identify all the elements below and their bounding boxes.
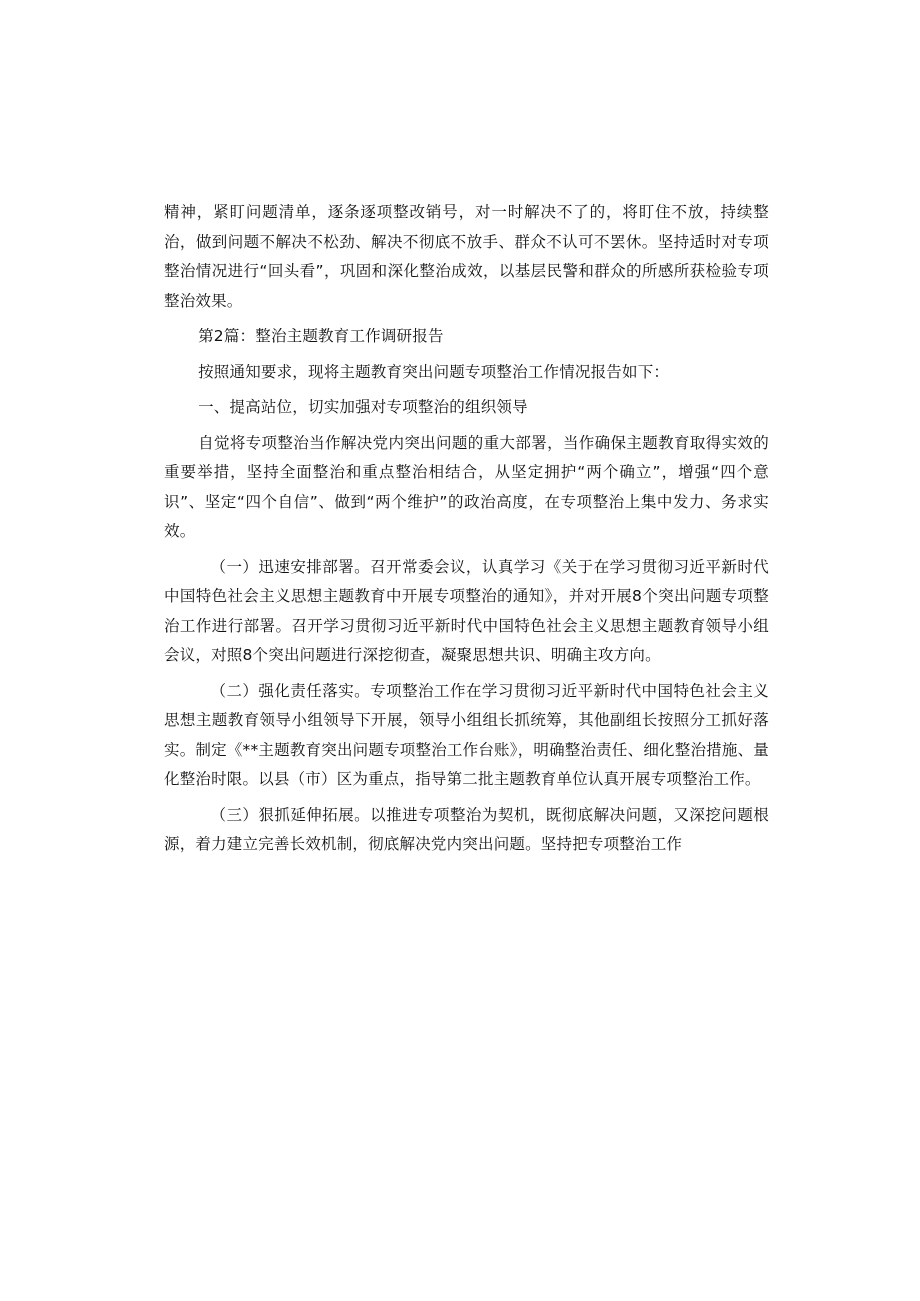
paragraph-item-1: （一）迅速安排部署。召开常委会议，认真学习《关于在学习贯彻习近平新时代中国特色社会主义思想主题教育中开展专项整治的通知》，并对开展8个突出问题专项整治工作进行部署。召开学习贯彻习近平新时代中国特色社会主义思想主题教育领导小组会议，对照8个突出问题进行深挖彻查，凝聚思想共识、明确主攻方向。 (164, 557, 769, 664)
section-title: 第2篇：整治主题教育工作调研报告 (198, 327, 444, 345)
paragraph-item-3: （三）狠抓延伸拓展。以推进专项整治为契机，既彻底解决问题，又深挖问题根源，着力建立完善长效机制，彻底解决党内突出问题。坚持把专项整治工作 (164, 805, 769, 853)
heading-level-1: 一、提高站位，切实加强对专项整治的组织领导 (198, 398, 528, 416)
paragraph-item-2: （二）强化责任落实。专项整治工作在学习贯彻习近平新时代中国特色社会主义思想主题教育领导小组领导下开展，领导小组组长抓统筹，其他副组长按照分工抓好落实。制定《**主题教育突出问题专项整治工作台账》，明确整治责任、细化整治措施、量化整治时限。以县（市）区为重点，指导第二批主题教育单位认真开展专项整治工作。 (164, 681, 769, 788)
paragraph-continuation: 精神，紧盯问题清单，逐条逐项整改销号，对一时解决不了的，将盯住不放，持续整治，做到问题不解决不松劲、解决不彻底不放手、群众不认可不罢休。坚持适时对专项整治情况进行“回头看”，巩固和深化整治成效，以基层民警和群众的所感所获检验专项整治效果。 (164, 203, 769, 310)
document-body (164, 198, 769, 866)
paragraph-body: 自觉将专项整治当作解决党内突出问题的重大部署，当作确保主题教育取得实效的重要举措，坚持全面整治和重点整治相结合，从坚定拥护“两个确立”，增强“四个意识”、坚定“四个自信”、做到“两个维护”的政治高度，在专项整治上集中发力、务求实效。 (164, 433, 769, 540)
paragraph-intro: 按照通知要求，现将主题教育突出问题专项整治工作情况报告如下： (198, 362, 670, 381)
